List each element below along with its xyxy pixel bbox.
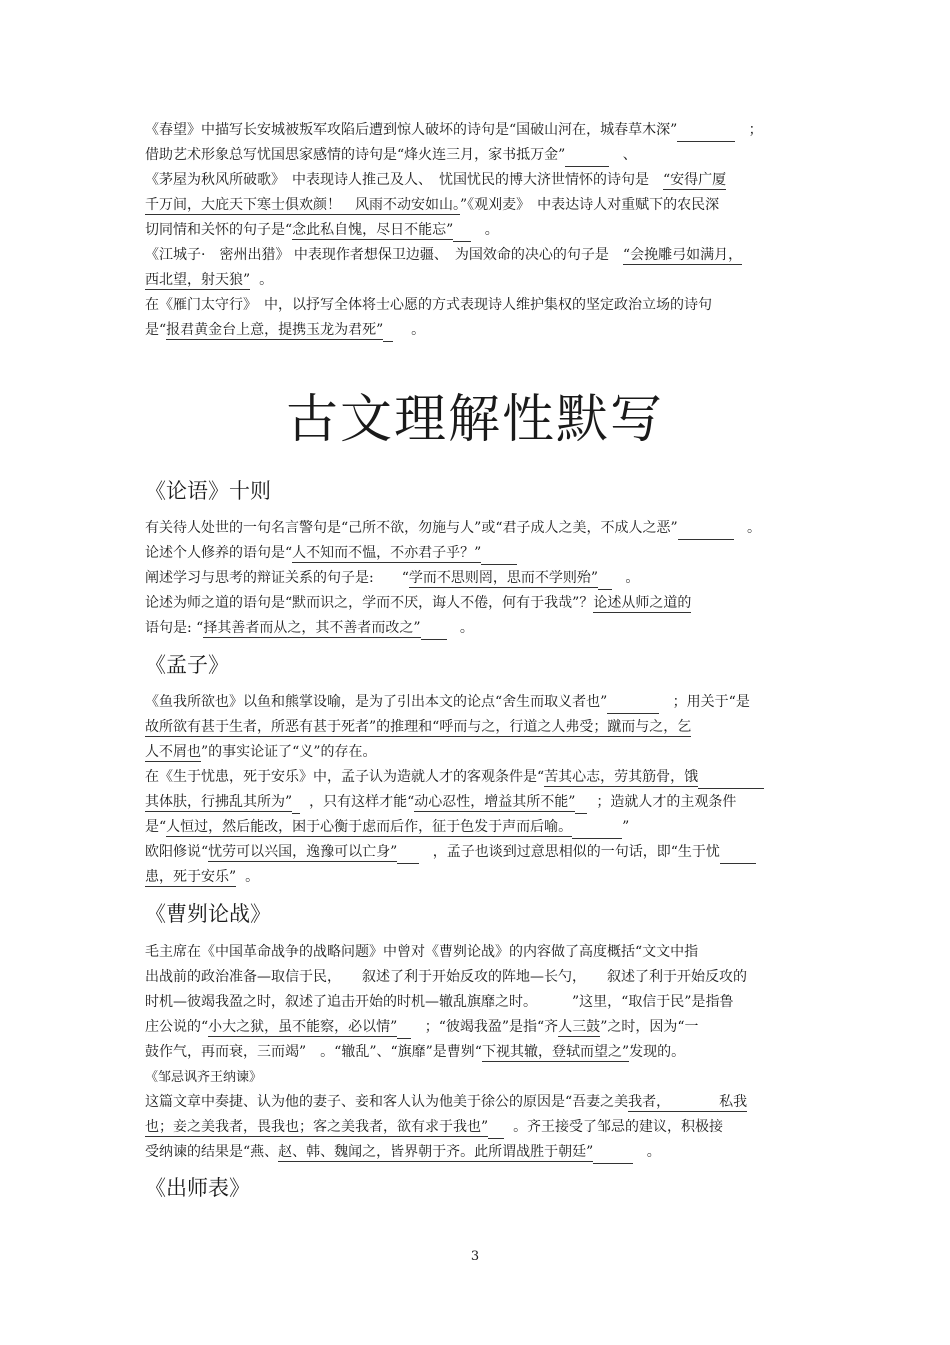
text-line: 也；妾之美我者，畏我也；客之美我者，欲有求于我也” 。齐王接受了邹忌的建议，积极接 bbox=[145, 1117, 723, 1139]
text-line: 其体肤，行拂乱其所为” ，只有这样才能“动心忍性，增益其所不能” ；造就人才的主观条件 bbox=[145, 792, 736, 814]
answer-underline: 动心忍性，增益其所不能” bbox=[414, 794, 576, 810]
answer-underline: 小大之狱，虽不能察，必以情” bbox=[208, 1019, 398, 1035]
answer-underline: 人不知而不愠，不亦君子乎？” bbox=[292, 545, 482, 561]
answer-underline: 人三鼓 bbox=[558, 1019, 601, 1035]
text-line: 受纳谏的结果是“燕、赵、韩、魏闻之，皆界朝于齐。此所谓战胜于朝廷” 。 bbox=[145, 1142, 661, 1164]
section-heading-chushi: 《出师表》 bbox=[145, 1176, 250, 1200]
answer-underline: 患，死于安乐” bbox=[145, 869, 237, 885]
text-line bbox=[145, 717, 691, 737]
text-line: 是“人恒过，然后能改，困于心衡于虑而后作，征于色发于声而后喻。 ” bbox=[145, 817, 629, 839]
answer-blank bbox=[677, 120, 735, 142]
text-line: 《春望》中描写长安城被叛军攻陷后遭到惊人破坏的诗句是“国破山河在，城春草木深” ； bbox=[145, 120, 763, 142]
text-line: 有关待人处世的一句名言警句是“己所不欲，勿施与人”或“君子成人之美，不成人之恶” 。 bbox=[145, 518, 761, 540]
section-heading-caogui: 《曹刿论战》 bbox=[145, 902, 271, 926]
answer-underline: 故所欲有甚于生者，所恶有甚于死者”的推理和“呼而与之，行道之人弗受；蹴而与之，乞 bbox=[145, 719, 692, 735]
text-line: 时机—彼竭我盈之时，叙述了追击开始的时机—辙乱旗靡之时。 ”这里，“取信于民”是指鲁 bbox=[145, 994, 734, 1010]
text-line: 在《生于忧患，死于安乐》中，孟子认为造就人才的客观条件是“苦其心志，劳其筋骨，饿 bbox=[145, 767, 764, 789]
answer-underline: 我者， 私我 bbox=[628, 1094, 748, 1110]
text-line: 在《雁门太守行》 中，以抒写全体将士心愿的方式表现诗人维护集权的坚定政治立场的诗句 bbox=[145, 297, 712, 313]
answer-underline: 下视其辙，登轼而望之” bbox=[481, 1044, 630, 1060]
text-line: 这篇文章中奏捷、认为他的妻子、妾和客人认为他美于徐公的原因是“吾妻之美我者， 私我 bbox=[145, 1094, 748, 1110]
text-line: 患，死于安乐” 。 bbox=[145, 869, 260, 885]
text-line: 人不屑也”的事实论证了“义”的存在。 bbox=[145, 744, 377, 760]
answer-blank bbox=[678, 518, 734, 540]
text-line: 《茅屋为秋风所破歌》 中表现诗人推己及人、 忧国忧民的博大济世情怀的诗句是 “安得广厦 bbox=[145, 172, 727, 188]
text-line: 切同情和关怀的句子是“念此私自愧，尽日不能忘” 。 bbox=[145, 220, 499, 242]
text-line: 论述为师之道的语句是“默而识之，学而不厌，诲人不倦，何有于我哉”？论述从师之道的 bbox=[145, 595, 692, 611]
section-heading-zouji: 《邹忌讽齐王纳谏》 bbox=[145, 1070, 263, 1085]
answer-underline: 忧劳可以兴国，逸豫可以亡身” bbox=[208, 844, 398, 860]
answer-underline: 人恒过，然后能改，困于心衡于虑而后作，征于色发于声而后喻。 bbox=[166, 819, 573, 835]
answer-underline: 也；妾之美我者，畏我也；客之美我者，欲有求于我也” bbox=[145, 1119, 489, 1135]
text-line: 西北望，射天狼” 。 bbox=[145, 272, 274, 288]
answer-underline: 人不屑也 bbox=[145, 744, 201, 760]
text-line: 鼓作气，再而衰，三而竭” 。“辙乱”、“旗靡”是曹刿“下视其辙，登轼而望之”发现的。 bbox=[145, 1044, 686, 1060]
page-title: 古文理解性默写 bbox=[285, 390, 664, 450]
text-line: 《鱼我所欲也》以鱼和熊掌设喻，是为了引出本文的论点“舍生而取义者也” ；用关于“是 bbox=[145, 692, 750, 714]
text-line: 《江城子· 密州出猎》 中表现作者想保卫边疆、 为国效命的决心的句子是 “会挽雕弓如满月， bbox=[145, 247, 743, 263]
answer-underline: 学而不思则罔，思而不学则殆” bbox=[408, 570, 599, 586]
answer-underline: 择其善者而从之，其不善者而改之” bbox=[203, 620, 421, 636]
text-line: 论述个人修养的语句是“人不知而不愠，不亦君子乎？” bbox=[145, 543, 517, 565]
answer-underline: 报君黄金台上意，提携玉龙为君死” bbox=[166, 322, 384, 338]
text-line: 出战前的政治准备—取信于民， 叙述了利于开始反攻的阵地—长勺， 叙述了利于开始反攻的 bbox=[145, 969, 747, 985]
text-line: 千万间，大庇天下寒士俱欢颜！ 风雨不动安如山。”《观刈麦》 中表达诗人对重赋下的农民深 bbox=[145, 197, 720, 213]
answer-underline: 西北望，射天狼” bbox=[145, 272, 251, 288]
page-number: 3 bbox=[470, 1249, 480, 1264]
answer-underline: “安得广厦 bbox=[663, 172, 727, 188]
answer-underline: 论述从师之道的 bbox=[593, 595, 692, 611]
text-line: 阐述学习与思考的辩证关系的句子是: “学而不思则罔，思而不学则殆” 。 bbox=[145, 568, 639, 590]
text-line: 借助艺术形象总写忧国思家感情的诗句是“烽火连三月，家书抵万金” 、 bbox=[145, 145, 637, 167]
section-heading-lunyu: 《论语》十则 bbox=[145, 479, 271, 503]
answer-underline: 其体肤，行拂乱其所为” bbox=[145, 794, 293, 810]
text-line: 毛主席在《中国革命战争的战略问题》中曾对《曹刿论战》的内容做了高度概括“文文中指 bbox=[145, 944, 699, 960]
answer-underline: 念此私自愧，尽日不能忘” bbox=[292, 222, 454, 238]
text-line: 欧阳修说“忧劳可以兴国，逸豫可以亡身” ，孟子也谈到过意思相似的一句话，即“生于忧 bbox=[145, 842, 756, 864]
text-line: 是“报君黄金台上意，提携玉龙为君死” 。 bbox=[145, 320, 425, 342]
section-heading-mengzi: 《孟子》 bbox=[145, 653, 229, 677]
answer-underline: 苦其心志，劳其筋骨，饿 bbox=[544, 769, 699, 785]
text-line: 语句是: “择其善者而从之，其不善者而改之” 。 bbox=[145, 618, 474, 640]
text-line: 庄公说的“小大之狱，虽不能察，必以情” ；“彼竭我盈”是指“齐人三鼓”之时，因为“一 bbox=[145, 1017, 699, 1039]
answer-underline: 赵、韩、魏闻之，皆界朝于齐。此所谓战胜于朝廷” bbox=[278, 1144, 594, 1160]
answer-blank bbox=[607, 692, 659, 714]
answer-underline: 千万间，大庇天下寒士俱欢颜！ 风雨不动安如山。 bbox=[145, 197, 460, 213]
answer-blank bbox=[565, 145, 609, 167]
answer-underline: “会挽雕弓如满月， bbox=[622, 247, 743, 263]
